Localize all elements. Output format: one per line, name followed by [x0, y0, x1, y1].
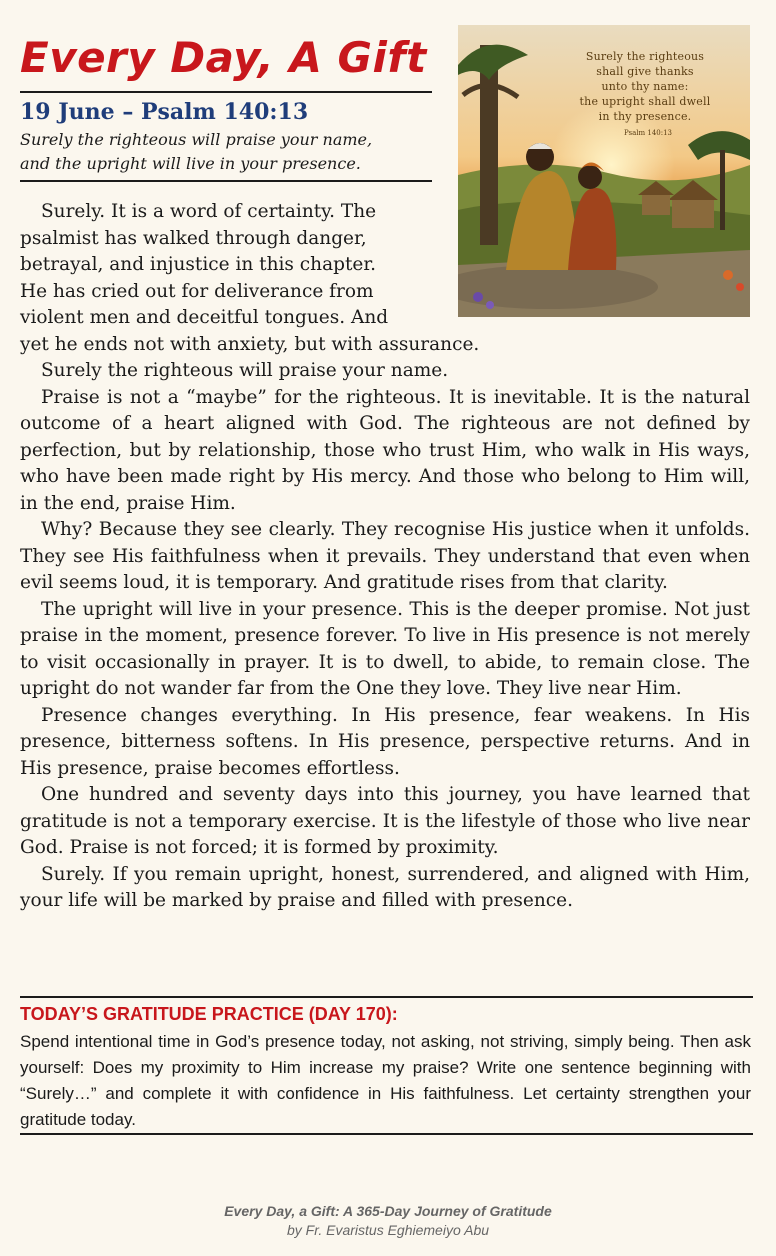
date-heading: 19 June – Psalm 140:13 — [20, 99, 309, 125]
illustration-caption — [544, 49, 746, 124]
practice-bottom-divider — [20, 1133, 753, 1135]
verse-line-2: and the upright will live in your presence. — [20, 154, 361, 173]
practice-top-divider — [20, 996, 753, 998]
footer-author: by Fr. Evaristus Eghiemeiyo Abu — [286, 1222, 490, 1238]
verse-line-1: Surely the righteous will praise your name, — [20, 130, 373, 149]
intro-line: psalmist has walked through danger, — [20, 227, 367, 249]
page-title: Every Day, A Gift — [20, 33, 427, 82]
paragraph-intro-tail: yet he ends not with anxiety, but with assurance. — [20, 333, 480, 355]
footer-book-title: Every Day, a Gift: A 365-Day Journey of Gratitude — [224, 1203, 552, 1219]
paragraph: Praise is not a “maybe” for the righteous. It is inevitable. It is the natural outcome of a heart aligned with God. The righteous are not defined by perfection, but by relationship, those who trust Him, who walk in His ways, who have been made right by His mercy. And those who belong to Him will, in the end, praise Him. — [20, 386, 750, 514]
verse-text — [20, 128, 440, 176]
paragraph: Surely the righteous will praise your name. — [41, 360, 449, 381]
intro-line: He has cried out for deliverance from — [20, 280, 374, 302]
illustration-citation: Psalm 140:13 — [623, 129, 672, 137]
illustration-caption-line: the upright shall dwell — [579, 95, 711, 108]
illustration-caption-line: shall give thanks — [596, 65, 694, 78]
intro-line: violent men and deceitful tongues. And — [20, 307, 389, 328]
illustration-caption-line: unto thy name: — [601, 80, 689, 93]
illustration-caption-line: Surely the righteous — [585, 50, 705, 63]
title-divider — [20, 91, 432, 93]
devotional-body — [20, 199, 750, 915]
illustration-caption-line: in thy presence. — [598, 110, 692, 123]
paragraph: Surely. If you remain upright, honest, surrendered, and aligned with Him, your life will be marked by praise and filled with presence. — [20, 863, 750, 911]
paragraph: One hundred and seventy days into this journey, you have learned that gratitude is not a temporary exercise. It is the lifestyle of those who live near God. Praise is not forced; it is formed by proximity. — [20, 784, 750, 858]
paragraph-intro — [20, 199, 438, 332]
paragraph: The upright will live in your presence. This is the deeper promise. Not just praise in the moment, presence forever. To live in His presence is not merely to visit occasionally in prayer. It is to dwell, to abide, to remain close. The upright do not wander far from the One they love. They live near Him. — [20, 598, 750, 699]
intro-line: Surely. It is a word of certainty. The — [41, 201, 377, 222]
practice-heading: TODAY’S GRATITUDE PRACTICE (DAY 170): — [20, 1004, 398, 1024]
paragraph: Why? Because they see clearly. They recognise His justice when it unfolds. They see His faithfulness when it prevails. They understand that even when evil seems loud, it is temporary. And gratitude rises from that clarity. — [20, 519, 750, 593]
paragraph: Presence changes everything. In His presence, fear weakens. In His presence, bitterness softens. In His presence, perspective returns. And in His presence, praise becomes effortless. — [20, 704, 750, 779]
footer — [0, 1202, 776, 1240]
intro-line: betrayal, and injustice in this chapter. — [20, 254, 377, 275]
practice-text: Spend intentional time in God’s presence today, not asking, not striving, simply being. Then ask yourself: Does my proximity to Him increase my praise? Write one sentence beginning with “Surely…” and complete it with confidence in His faithfulness. Let certainty strengthen your gratitude today. — [20, 1032, 751, 1129]
verse-divider — [20, 180, 432, 182]
